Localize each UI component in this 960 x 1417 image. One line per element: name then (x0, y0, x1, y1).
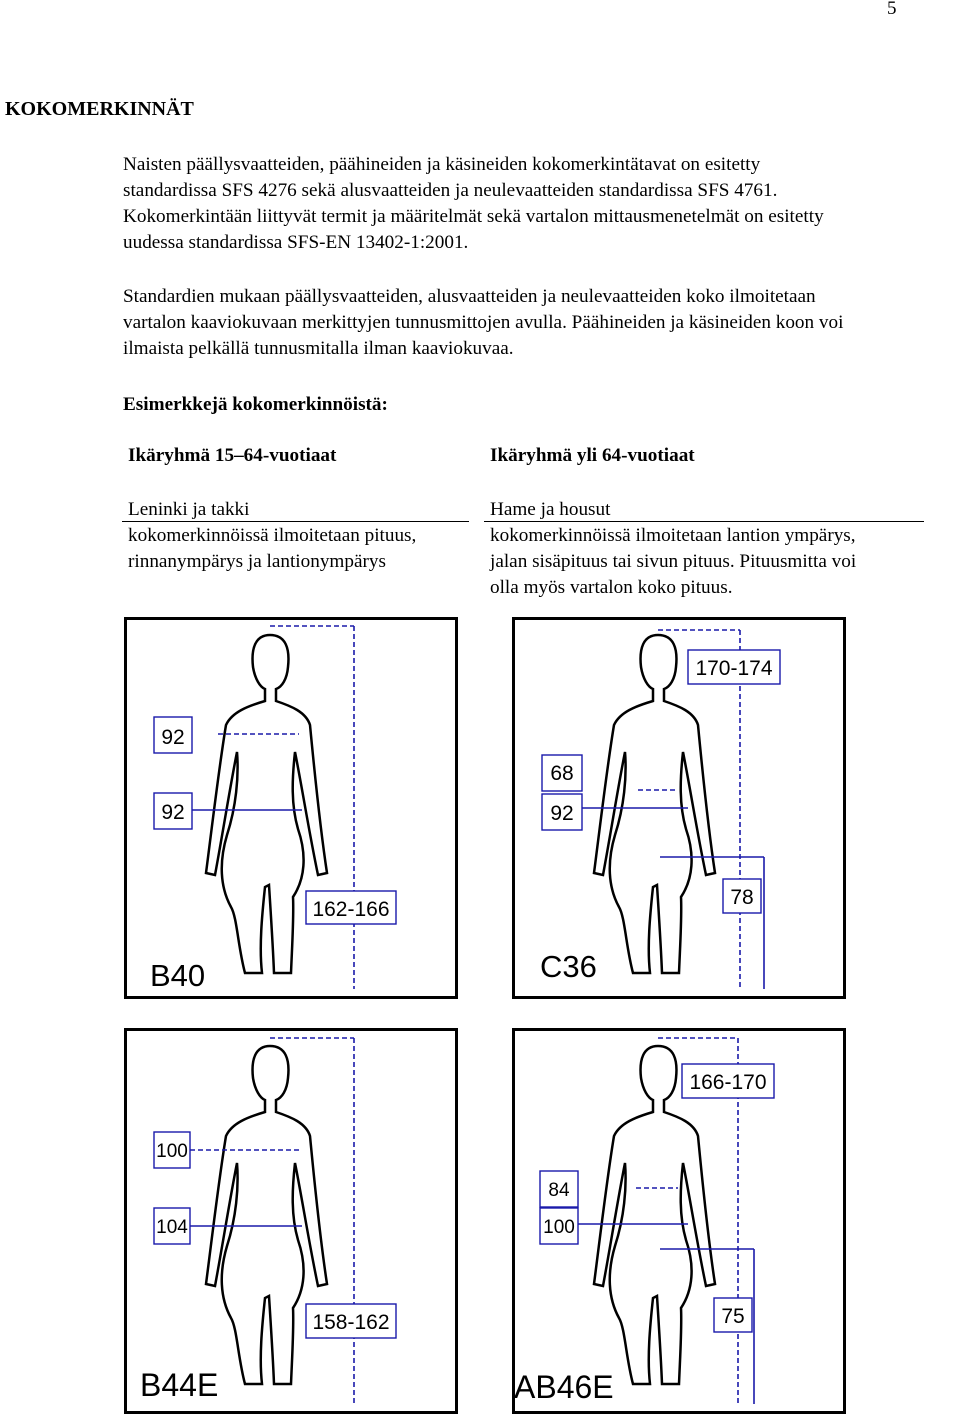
description-line: kokomerkinnöissä ilmoitetaan pituus, (128, 525, 417, 546)
left-column-title: Ikäryhmä 15–64-vuotiaat (128, 445, 337, 466)
standards-paragraph (123, 284, 959, 362)
garment-label: Leninki ja takki (128, 499, 250, 520)
garment-label: Hame ja housut (490, 499, 611, 520)
chest-measure-label: 100 (156, 1141, 188, 1162)
right-column-text (490, 497, 856, 601)
paragraph-line: standardissa SFS 4276 sekä alusvaatteiden ja neulevaatteiden standardissa SFS 4761. (123, 180, 778, 201)
left-column-divider (122, 521, 469, 522)
waist-measure-label: 68 (550, 762, 574, 785)
page-number: 5 (887, 0, 897, 19)
size-figure-c36 (512, 617, 846, 999)
hip-measure-label: 92 (550, 802, 574, 825)
left-column-text (128, 497, 416, 575)
paragraph-line: ilmaista pelkällä tunnusmitalla ilman kaaviokuvaa. (123, 338, 514, 359)
height-measure-label: 162-166 (312, 898, 390, 921)
description-line: rinnanympärys ja lantionympärys (128, 551, 386, 572)
hip-measure-label: 104 (156, 1217, 188, 1238)
size-figure-b40 (124, 617, 458, 999)
examples-heading: Esimerkkejä kokomerkinnöistä: (123, 394, 388, 415)
height-measure-label: 158-162 (312, 1311, 390, 1334)
paragraph-line: vartalon kaaviokuvaan merkittyjen tunnusmittojen avulla. Päähineiden ja käsineiden koon voi (123, 312, 844, 333)
description-line: jalan sisäpituus tai sivun pituus. Pituusmitta voi (490, 551, 857, 572)
paragraph-line: Standardien mukaan päällysvaatteiden, alusvaatteiden ja neulevaatteiden koko ilmoitetaan (123, 286, 816, 307)
paragraph-line: uudessa standardissa SFS-EN 13402-1:2001. (123, 232, 469, 253)
size-figure-b44e (124, 1028, 458, 1414)
hip-measure-label: 92 (161, 801, 185, 824)
height-measure-label: 166-170 (689, 1071, 767, 1094)
paragraph-line: Kokomerkintään liittyvät termit ja määritelmät sekä vartalon mittausmenetelmät on esitetty (123, 206, 824, 227)
size-code-label: B44E (140, 1367, 219, 1403)
description-line: olla myös vartalon koko pituus. (490, 577, 733, 598)
size-code-label: AB46E (514, 1369, 614, 1405)
size-code-label: B40 (150, 958, 206, 993)
size-figure-ab46e (512, 1028, 846, 1414)
right-column-divider (484, 521, 924, 522)
leg-measure-label: 78 (730, 886, 754, 909)
chest-measure-label: 92 (161, 726, 185, 749)
right-column-title: Ikäryhmä yli 64-vuotiaat (490, 445, 695, 466)
height-measure-label: 170-174 (695, 657, 773, 680)
page-heading: KOKOMERKINNÄT (5, 98, 194, 120)
intro-paragraph (123, 152, 959, 256)
description-line: kokomerkinnöissä ilmoitetaan lantion ympärys, (490, 525, 856, 546)
waist-measure-label: 84 (548, 1180, 570, 1201)
paragraph-line: Naisten päällysvaatteiden, päähineiden ja käsineiden kokomerkintätavat on esitetty (123, 154, 761, 175)
hip-measure-label: 100 (543, 1217, 575, 1238)
leg-measure-label: 75 (721, 1305, 745, 1328)
size-code-label: C36 (540, 949, 597, 984)
